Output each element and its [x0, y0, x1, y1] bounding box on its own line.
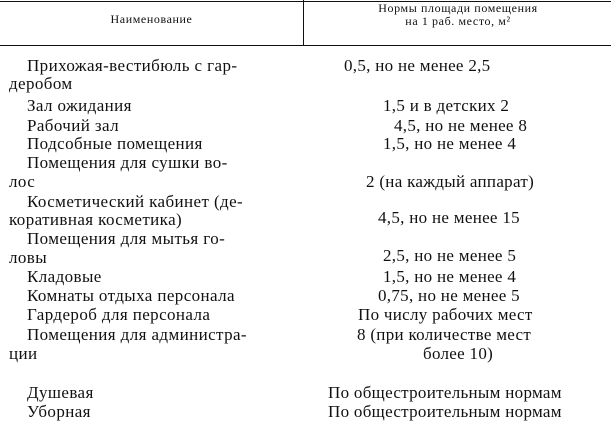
row-name: Косметический кабинет (де-	[27, 192, 244, 211]
row-value: По числу рабочих мест	[358, 305, 533, 324]
row-name: Кладовые	[27, 267, 102, 286]
row-name-continued: коративная косметика)	[9, 210, 183, 229]
header-column-divider	[303, 0, 304, 46]
row-name-continued: ловы	[9, 248, 48, 267]
header-name-column: Наименование	[110, 12, 193, 26]
row-value: 1,5, но не менее 4	[383, 134, 517, 153]
row-value: 8 (при количестве мест	[357, 325, 532, 344]
row-value-continued: более 10)	[423, 344, 494, 363]
row-name: Помещения для сушки во-	[27, 153, 228, 172]
row-name: Зал ожидания	[27, 96, 132, 115]
header-norm-column	[305, 2, 611, 28]
row-name: Подсобные помещения	[27, 134, 203, 153]
header-norm-line-1: Нормы площади помещения	[378, 1, 538, 15]
header-norm-line-2: на 1 раб. место, м²	[405, 14, 511, 28]
row-value: 4,5, но не менее 15	[378, 208, 520, 227]
row-name: Помещения для администра-	[27, 325, 247, 344]
row-value: 0,75, но не менее 5	[378, 286, 520, 305]
header-bottom-rule	[0, 45, 611, 46]
row-name: Комнаты отдыха персонала	[27, 286, 235, 305]
row-name-continued: ции	[9, 344, 38, 363]
row-value: 4,5, но не менее 8	[394, 116, 528, 135]
row-name: Уборная	[27, 402, 91, 421]
row-name: Прихожая-вестибюль с гар-	[27, 56, 238, 75]
row-value: По общестроительным нормам	[328, 383, 562, 402]
row-name: Помещения для мытья го-	[27, 229, 226, 248]
row-value: 1,5, но не менее 4	[383, 267, 517, 286]
row-name-continued: деробом	[9, 74, 73, 93]
row-name-continued: лос	[9, 172, 36, 191]
row-value: 2,5, но не менее 5	[383, 246, 517, 265]
row-name: Гардероб для персонала	[27, 305, 211, 324]
row-name: Душевая	[27, 383, 94, 402]
row-value: 1,5 и в детских 2	[383, 96, 510, 115]
row-value: 0,5, но не менее 2,5	[344, 56, 491, 75]
row-name: Рабочий зал	[27, 116, 119, 135]
row-value: 2 (на каждый аппарат)	[366, 172, 535, 191]
row-value: По общестроительным нормам	[328, 402, 562, 421]
